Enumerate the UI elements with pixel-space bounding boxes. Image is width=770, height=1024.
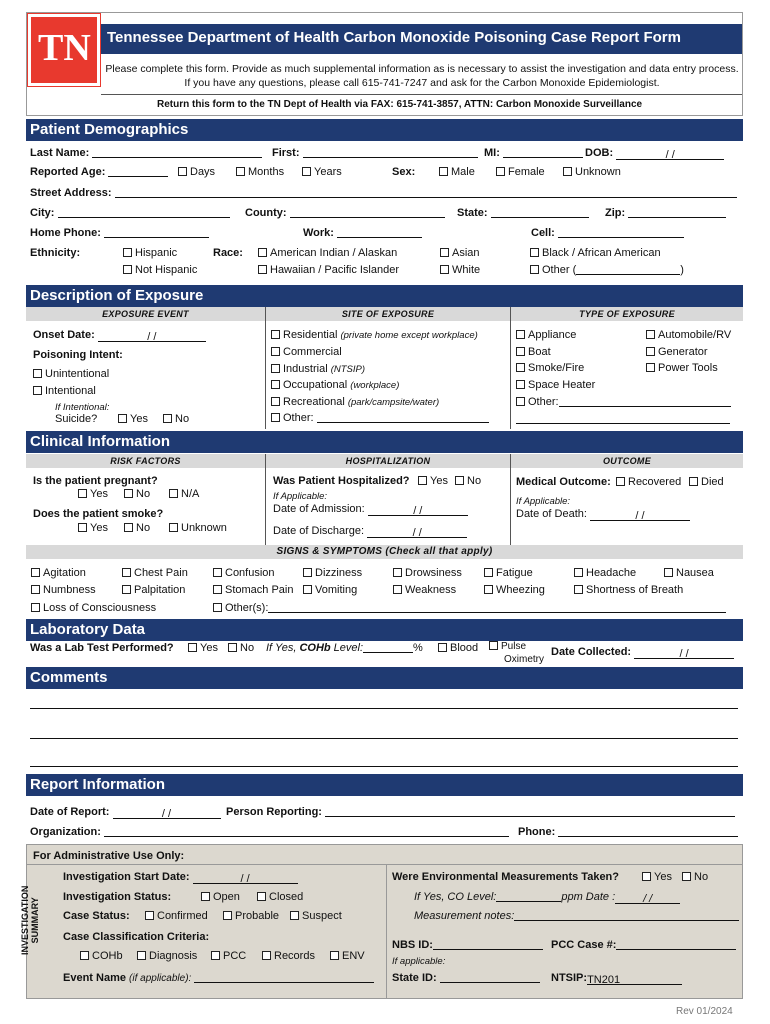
first-name-label: First:	[272, 147, 478, 159]
section-exposure: Description of Exposure	[26, 285, 743, 307]
cell-phone-field[interactable]	[558, 227, 684, 238]
co-date-field[interactable]: / /	[615, 893, 680, 904]
zip-field[interactable]	[628, 207, 726, 218]
suicide-yes-option[interactable]: Yes	[118, 413, 148, 425]
admission-date-field[interactable]: / /	[368, 505, 468, 516]
co-level-field[interactable]	[496, 891, 561, 902]
admin-title: For Administrative Use Only:	[33, 850, 185, 862]
vomiting-option[interactable]: Vomiting	[303, 584, 357, 596]
investigation-summary-label: INVESTIGATION SUMMARY	[20, 885, 40, 955]
hospitalized-yes-option[interactable]: Yes	[418, 475, 448, 487]
recreational-option[interactable]: Recreational (park/campsite/water)	[271, 396, 439, 408]
pcc-case-label: PCC Case #:	[551, 939, 736, 951]
wheezing-option[interactable]: Wheezing	[484, 584, 545, 596]
type-of-exposure-header: TYPE OF EXPOSURE	[511, 307, 743, 321]
measurement-notes-label: Measurement notes:	[414, 910, 739, 922]
generator-option[interactable]: Generator	[646, 346, 708, 358]
risk-factors-header: RISK FACTORS	[26, 454, 265, 468]
tn-logo-text: TN	[38, 27, 91, 69]
comment-line-1[interactable]	[30, 708, 738, 709]
criteria-label: Case Classification Criteria:	[63, 931, 210, 943]
hawaiian-option[interactable]: Hawaiian / Pacific Islander	[258, 264, 399, 276]
automobile-option[interactable]: Automobile/RV	[646, 329, 731, 341]
section-lab: Laboratory Data	[26, 619, 743, 641]
intent-label: Poisoning Intent:	[33, 349, 123, 361]
unintentional-option[interactable]: Unintentional	[33, 368, 109, 380]
power-tools-option[interactable]: Power Tools	[646, 362, 718, 374]
shortness-of-breath-option[interactable]: Shortness of Breath	[574, 584, 683, 596]
numbness-option[interactable]: Numbness	[31, 584, 96, 596]
section-comments: Comments	[26, 667, 743, 689]
zip-label: Zip:	[605, 207, 726, 219]
other-site-option[interactable]: Other:	[271, 412, 489, 424]
revision-label: Rev 01/2024	[676, 1006, 733, 1017]
organization-label: Organization:	[30, 826, 509, 838]
county-field[interactable]	[290, 207, 445, 218]
stomach-pain-option[interactable]: Stomach Pain	[213, 584, 293, 596]
if-applicable-outcome: If Applicable:	[516, 496, 571, 507]
street-field[interactable]	[115, 187, 737, 198]
report-date-field[interactable]: / /	[113, 808, 221, 819]
state-label: State:	[457, 207, 589, 219]
section-report: Report Information	[26, 774, 743, 796]
death-date-field[interactable]: / /	[590, 510, 690, 521]
dob-label: DOB: / /	[585, 147, 724, 160]
hospitalized-label: Was Patient Hospitalized?	[273, 475, 410, 487]
dizziness-option[interactable]: Dizziness	[303, 567, 362, 579]
years-option[interactable]: Years	[302, 166, 342, 178]
mi-label: MI:	[484, 147, 583, 159]
city-label: City:	[30, 207, 230, 219]
headache-option[interactable]: Headache	[574, 567, 636, 579]
fatigue-option[interactable]: Fatigue	[484, 567, 533, 579]
agitation-option[interactable]: Agitation	[31, 567, 86, 579]
drowsiness-option[interactable]: Drowsiness	[393, 567, 462, 579]
suspect-option[interactable]: Suspect	[290, 910, 342, 922]
start-date-field[interactable]: / /	[193, 873, 298, 884]
nbs-id-label: NBS ID:	[392, 939, 543, 951]
env-option[interactable]: ENV	[330, 950, 365, 962]
commercial-option[interactable]: Commercial	[271, 346, 342, 358]
exposure-event-header: EXPOSURE EVENT	[26, 307, 265, 321]
hospitalized-no-option[interactable]: No	[455, 475, 481, 487]
return-instructions: Return this form to the TN Dept of Health via FAX: 615-741-3857, ATTN: Carbon Monoxide Surveillance	[157, 99, 643, 110]
residential-option[interactable]: Residential (private home except workplace)	[271, 329, 478, 341]
blood-option[interactable]: Blood	[438, 642, 478, 654]
admission-label: Date of Admission: / /	[273, 503, 468, 516]
work-phone-label: Work:	[303, 227, 422, 239]
black-option[interactable]: Black / African American	[530, 247, 661, 259]
comment-line-2[interactable]	[30, 738, 738, 739]
died-option[interactable]: Died	[689, 476, 724, 488]
smoke-no-option[interactable]: No	[124, 522, 150, 534]
pregnant-no-option[interactable]: No	[124, 488, 150, 500]
white-option[interactable]: White	[440, 264, 480, 276]
organization-field[interactable]	[104, 826, 509, 837]
hospitalization-header: HOSPITALIZATION	[266, 454, 510, 468]
signs-symptoms-header: SIGNS & SYMPTOMS (Check all that apply)	[26, 545, 743, 559]
ethnicity-label: Ethnicity:	[30, 247, 81, 259]
home-phone-field[interactable]	[104, 227, 209, 238]
nbs-id-field[interactable]	[433, 939, 543, 950]
if-intentional-label: If Intentional:	[55, 402, 110, 413]
asian-option[interactable]: Asian	[440, 247, 480, 259]
outcome-header: OUTCOME	[511, 454, 743, 468]
mi-field[interactable]	[503, 147, 583, 158]
comment-line-3[interactable]	[30, 766, 738, 767]
hispanic-option[interactable]: Hispanic	[123, 247, 177, 259]
discharge-label: Date of Discharge: / /	[273, 525, 467, 538]
recovered-option[interactable]: Recovered	[616, 476, 681, 488]
industrial-option[interactable]: Industrial (NTSIP)	[271, 363, 365, 375]
pcc-case-field[interactable]	[616, 939, 736, 950]
other-race-option[interactable]: Other ( )	[530, 264, 684, 276]
start-date-label: Investigation Start Date: / /	[63, 871, 298, 884]
work-phone-field[interactable]	[337, 227, 422, 238]
pregnant-yes-option[interactable]: Yes	[78, 488, 108, 500]
report-date-label: Date of Report: / /	[30, 806, 221, 819]
american-indian-option[interactable]: American Indian / Alaskan	[258, 247, 397, 259]
instructions: Please complete this form. Provide as much supplemental information as is necessary to assist the investigation and data entry process. If you have any questions, please call 615-741-7247 and ask for the Carbon Monoxide Epidemiologist.	[105, 63, 739, 89]
street-label: Street Address:	[30, 187, 737, 199]
env-yes-option[interactable]: Yes	[642, 871, 672, 883]
city-field[interactable]	[58, 207, 230, 218]
section-clinical: Clinical Information	[26, 431, 743, 453]
sex-label: Sex:	[392, 166, 416, 178]
loss-of-consciousness-option[interactable]: Loss of Consciousness	[31, 602, 156, 614]
home-phone-label: Home Phone:	[30, 227, 209, 239]
male-option[interactable]: Male	[439, 166, 475, 178]
state-id-field[interactable]	[440, 972, 540, 983]
female-option[interactable]: Female	[496, 166, 545, 178]
death-date-label: Date of Death: / /	[516, 508, 690, 521]
confirmed-option[interactable]: Confirmed	[145, 910, 208, 922]
county-label: County:	[245, 207, 445, 219]
race-label: Race:	[213, 247, 243, 259]
age-field[interactable]	[108, 166, 168, 177]
if-applicable-admin: If applicable:	[392, 956, 446, 967]
dob-field[interactable]: / /	[616, 149, 724, 160]
phone-label: Phone:	[518, 826, 738, 838]
cohb-level-field[interactable]	[363, 642, 413, 653]
probable-option[interactable]: Probable	[223, 910, 279, 922]
pcc-option[interactable]: PCC	[211, 950, 246, 962]
space-heater-option[interactable]: Space Heater	[516, 379, 595, 391]
env-measurements-label: Were Environmental Measurements Taken?	[392, 871, 619, 883]
phone-field[interactable]	[558, 826, 738, 837]
boat-option[interactable]: Boat	[516, 346, 551, 358]
first-name-field[interactable]	[303, 147, 478, 158]
co-level-label: If Yes, CO Level: ppm Date : / /	[414, 891, 680, 904]
section-demographics: Patient Demographics	[26, 119, 743, 141]
pregnant-na-option[interactable]: N/A	[169, 488, 199, 500]
state-id-label: State ID:	[392, 972, 540, 984]
cell-phone-label: Cell:	[531, 227, 684, 239]
open-option[interactable]: Open	[201, 891, 240, 903]
nausea-option[interactable]: Nausea	[664, 567, 714, 579]
smoke-label: Does the patient smoke?	[33, 508, 164, 520]
if-applicable-hosp: If Applicable:	[273, 491, 328, 502]
ntsip-field[interactable]: TN201	[587, 974, 682, 985]
lab-test-label: Was a Lab Test Performed?	[30, 642, 174, 654]
last-name-field[interactable]	[92, 147, 262, 158]
suicide-label: Suicide?	[55, 413, 98, 425]
smoke-unknown-option[interactable]: Unknown	[169, 522, 227, 534]
age-label: Reported Age:	[30, 166, 168, 178]
suicide-no-option[interactable]: No	[163, 413, 189, 425]
lab-no-option[interactable]: No	[228, 642, 254, 654]
smoke-yes-option[interactable]: Yes	[78, 522, 108, 534]
case-status-label: Case Status:	[63, 910, 130, 922]
onset-date-label: Onset Date: / /	[33, 329, 206, 342]
site-of-exposure-header: SITE OF EXPOSURE	[266, 307, 510, 321]
medical-outcome-label: Medical Outcome:	[516, 476, 611, 488]
closed-option[interactable]: Closed	[257, 891, 303, 903]
cohb-criteria-option[interactable]: COHb	[80, 950, 123, 962]
weakness-option[interactable]: Weakness	[393, 584, 456, 596]
ntsip-label: NTSIP:TN201	[551, 972, 682, 985]
diagnosis-option[interactable]: Diagnosis	[137, 950, 197, 962]
last-name-label: Last Name:	[30, 147, 262, 159]
state-field[interactable]	[491, 207, 589, 218]
chest-pain-option[interactable]: Chest Pain	[122, 567, 188, 579]
appliance-option[interactable]: Appliance	[516, 329, 576, 341]
person-reporting-field[interactable]	[325, 806, 735, 817]
person-reporting-label: Person Reporting:	[226, 806, 735, 818]
measurement-notes-field[interactable]	[514, 910, 739, 921]
palpitation-option[interactable]: Palpitation	[122, 584, 185, 596]
days-option[interactable]: Days	[178, 166, 215, 178]
form-title: Tennessee Department of Health Carbon Monoxide Poisoning Case Report Form	[107, 29, 681, 46]
discharge-date-field[interactable]: / /	[367, 527, 467, 538]
smoke-fire-option[interactable]: Smoke/Fire	[516, 362, 584, 374]
pregnant-label: Is the patient pregnant?	[33, 475, 158, 487]
intentional-option[interactable]: Intentional	[33, 385, 96, 397]
event-name-label: Event Name (if applicable):	[63, 972, 374, 984]
other-type-option[interactable]: Other:	[516, 396, 731, 408]
onset-date-field[interactable]: / /	[98, 331, 206, 342]
event-name-field[interactable]	[194, 972, 374, 983]
lab-yes-option[interactable]: Yes	[188, 642, 218, 654]
env-no-option[interactable]: No	[682, 871, 708, 883]
oximetry-label: Oximetry	[504, 654, 544, 665]
records-option[interactable]: Records	[262, 950, 315, 962]
investigation-status-label: Investigation Status:	[63, 891, 172, 903]
cohb-level-label: If Yes, COHb Level: %	[266, 642, 423, 654]
pulse-oximetry-option[interactable]: Pulse	[489, 640, 526, 652]
date-collected-label: Date Collected: / /	[551, 646, 734, 659]
confusion-option[interactable]: Confusion	[213, 567, 275, 579]
not-hispanic-option[interactable]: Not Hispanic	[123, 264, 197, 276]
other-symptoms-option[interactable]: Other(s):	[213, 602, 726, 614]
date-collected-field[interactable]: / /	[634, 648, 734, 659]
unknown-sex-option[interactable]: Unknown	[563, 166, 621, 178]
occupational-option[interactable]: Occupational (workplace)	[271, 379, 399, 391]
months-option[interactable]: Months	[236, 166, 284, 178]
